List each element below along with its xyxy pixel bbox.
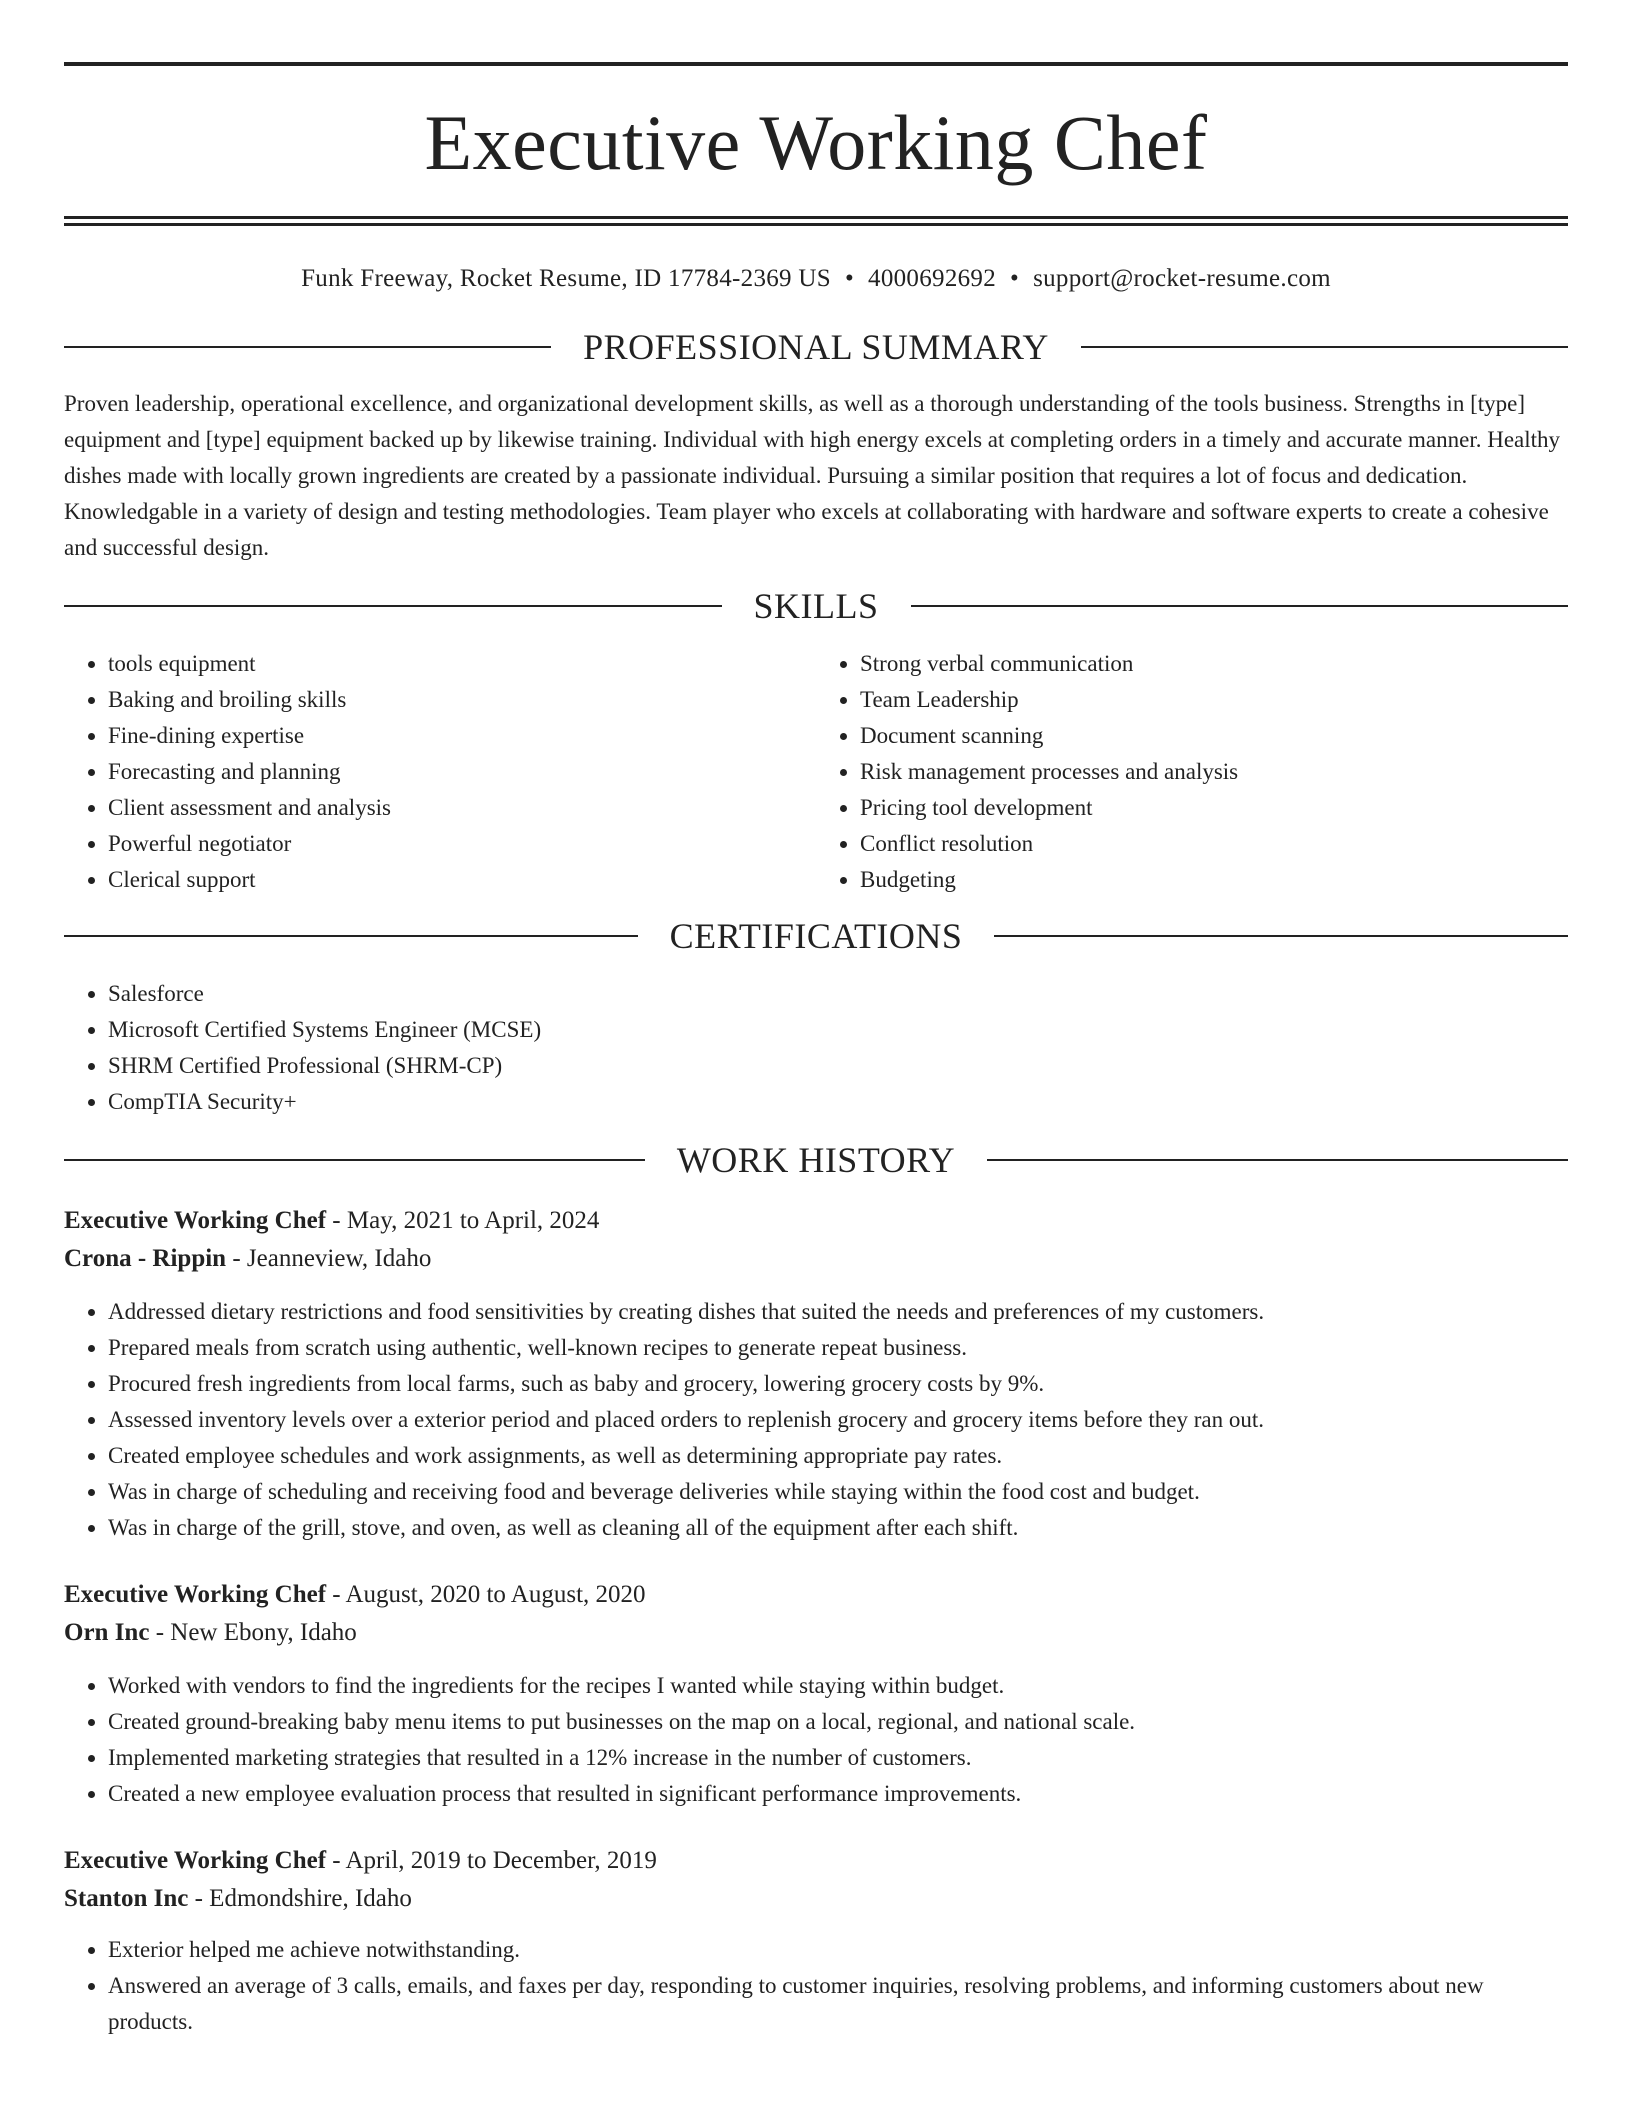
list-item: • Salesforce <box>108 976 1568 1012</box>
job-company: Crona - Rippin <box>64 1245 227 1272</box>
list-item: • Addressed dietary restrictions and food sensitivities by creating dishes that suited the needs and preferences of my customers. <box>108 1294 1568 1330</box>
list-item: • Risk management processes and analysis <box>860 754 1568 790</box>
list-item: • Baking and broiling skills <box>108 682 816 718</box>
job-location: - New Ebony, Idaho <box>149 1619 357 1646</box>
job-entry <box>64 1842 1568 2040</box>
list-item: • Prepared meals from scratch using authentic, well-known recipes to generate repeat business. <box>108 1330 1568 1366</box>
contact-separator: • <box>844 265 855 292</box>
skills-column-right <box>816 646 1568 898</box>
skills-list <box>64 646 1568 898</box>
skills-column-left <box>64 646 816 898</box>
job-title: Executive Working Chef <box>64 1207 327 1234</box>
job-title-line <box>64 1842 1568 1880</box>
job-title: Executive Working Chef <box>64 1581 327 1608</box>
list-item: • Budgeting <box>860 862 1568 898</box>
certifications-heading-label: CERTIFICATIONS <box>669 916 963 956</box>
job-company-line <box>64 1240 1568 1278</box>
list-item: • Worked with vendors to find the ingredients for the recipes I wanted while staying within budget. <box>108 1668 1568 1704</box>
job-dates: - May, 2021 to April, 2024 <box>326 1207 600 1234</box>
list-item: • Pricing tool development <box>860 790 1568 826</box>
heading-rule-right <box>1081 346 1568 348</box>
job-title: Executive Working Chef <box>64 1847 327 1874</box>
skills-heading-label: SKILLS <box>753 586 879 626</box>
list-item: • Was in charge of scheduling and receiving food and beverage deliveries while staying within the food cost and budget. <box>108 1474 1568 1510</box>
list-item: • Created a new employee evaluation process that resulted in significant performance improvements. <box>108 1776 1568 1812</box>
job-dates: - August, 2020 to August, 2020 <box>326 1581 646 1608</box>
list-item: • Client assessment and analysis <box>108 790 816 826</box>
list-item: • Was in charge of the grill, stove, and oven, as well as cleaning all of the equipment after each shift. <box>108 1510 1568 1546</box>
job-company: Stanton Inc <box>64 1885 189 1912</box>
job-entry <box>64 1202 1568 1546</box>
resume-title: Executive Working Chef <box>424 99 1208 186</box>
contact-phone: 4000692692 <box>868 265 997 292</box>
job-company: Orn Inc <box>64 1619 150 1646</box>
list-item: • Answered an average of 3 calls, emails, and faxes per day, responding to customer inquiries, resolving problems, and informing customers about new products. <box>108 1968 1568 2040</box>
certifications-list <box>64 976 1568 1120</box>
list-item: • Assessed inventory levels over a exterior period and placed orders to replenish grocery and grocery items before they ran out. <box>108 1402 1568 1438</box>
heading-rule-left <box>64 605 722 607</box>
top-rule <box>64 62 1568 66</box>
list-item: • Created employee schedules and work assignments, as well as determining appropriate pay rates. <box>108 1438 1568 1474</box>
job-company-line <box>64 1880 1568 1918</box>
contact-email: support@rocket-resume.com <box>1033 265 1331 292</box>
job-bullets <box>64 1294 1568 1546</box>
list-item: • SHRM Certified Professional (SHRM-CP) <box>108 1048 1568 1084</box>
list-item: • Powerful negotiator <box>108 826 816 862</box>
work-history-heading-label: WORK HISTORY <box>676 1140 956 1180</box>
job-entry <box>64 1576 1568 1812</box>
job-location: - Edmondshire, Idaho <box>188 1885 412 1912</box>
list-item: • Document scanning <box>860 718 1568 754</box>
heading-rule-right <box>987 1159 1568 1161</box>
list-item: • tools equipment <box>108 646 816 682</box>
list-item: • Procured fresh ingredients from local farms, such as baby and grocery, lowering grocery costs by 9%. <box>108 1366 1568 1402</box>
list-item: • Strong verbal communication <box>860 646 1568 682</box>
job-title-line <box>64 1576 1568 1614</box>
list-item: • Conflict resolution <box>860 826 1568 862</box>
contact-address: Funk Freeway, Rocket Resume, ID 17784-2369 US <box>301 265 831 292</box>
list-item: • Created ground-breaking baby menu items to put businesses on the map on a local, regional, and national scale. <box>108 1704 1568 1740</box>
list-item: • CompTIA Security+ <box>108 1084 1568 1120</box>
heading-rule-left <box>64 1159 645 1161</box>
heading-rule-left <box>64 935 638 937</box>
job-title-line <box>64 1202 1568 1240</box>
summary-heading-label: PROFESSIONAL SUMMARY <box>583 327 1049 367</box>
work-history-heading <box>64 1142 1568 1178</box>
certifications-heading <box>64 918 1568 954</box>
job-dates: - April, 2019 to December, 2019 <box>326 1847 657 1874</box>
contact-line <box>64 266 1568 291</box>
summary-heading <box>64 329 1568 365</box>
job-bullets <box>64 1668 1568 1812</box>
job-company-line <box>64 1614 1568 1652</box>
list-item: • Implemented marketing strategies that resulted in a 12% increase in the number of customers. <box>108 1740 1568 1776</box>
heading-rule-right <box>911 605 1569 607</box>
job-bullets <box>64 1932 1568 2040</box>
list-item: • Forecasting and planning <box>108 754 816 790</box>
heading-rule-right <box>994 935 1568 937</box>
list-item: • Team Leadership <box>860 682 1568 718</box>
summary-text: Proven leadership, operational excellence, and organizational development skills, as well as a thorough understanding of the tools business. Strengths in [type] equipment and [type] equipment backed up by likewise training. Individual with high energy excels at completing orders in a timely and accurate manner. Healthy dishes made with locally grown ingredients are created by a passionate individual. Pursuing a similar position that requires a lot of focus and dedication. Knowledgable in a variety of design and testing methodologies. Team player who excels at collaborating with hardware and software experts to create a cohesive and successful design. <box>64 391 1561 560</box>
list-item: • Exterior helped me achieve notwithstanding. <box>108 1932 1568 1968</box>
list-item: • Clerical support <box>108 862 816 898</box>
job-location: - Jeanneview, Idaho <box>226 1245 432 1272</box>
list-item: • Microsoft Certified Systems Engineer (MCSE) <box>108 1012 1568 1048</box>
skills-heading <box>64 588 1568 624</box>
title-double-rule <box>64 216 1568 226</box>
contact-separator: • <box>1010 265 1020 292</box>
list-item: • Fine-dining expertise <box>108 718 816 754</box>
heading-rule-left <box>64 346 551 348</box>
